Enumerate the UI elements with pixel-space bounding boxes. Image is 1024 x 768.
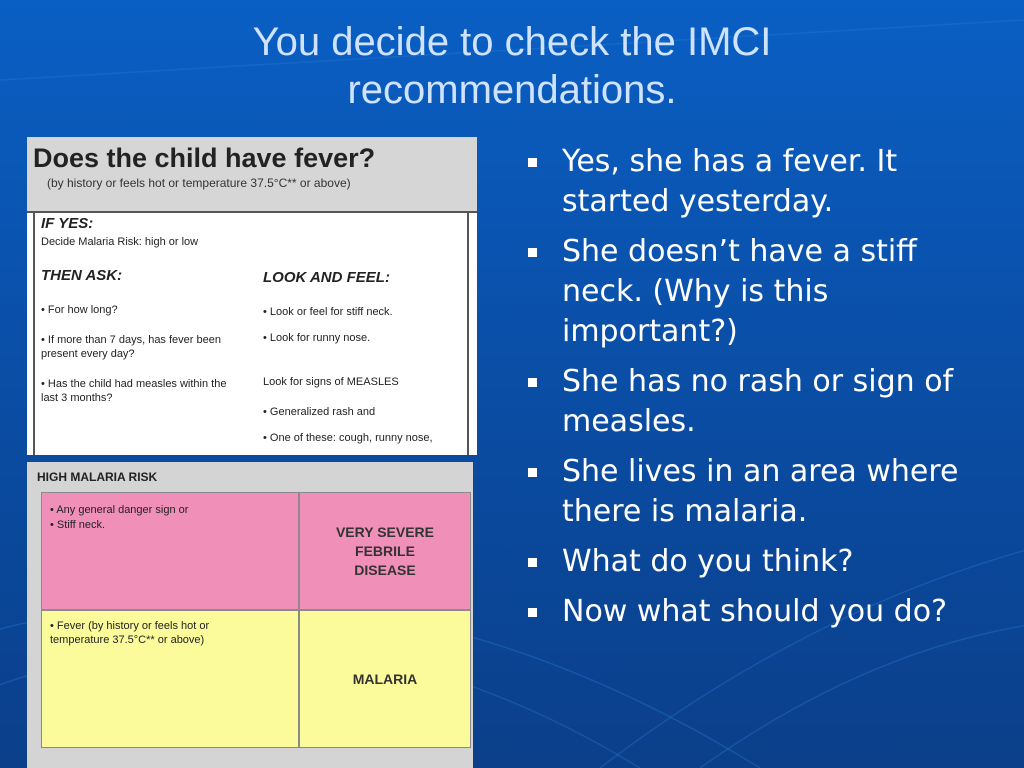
measles-heading: Look for signs of MEASLES [263, 376, 399, 388]
bullet-item: She has no rash or sign of measles. [520, 362, 980, 442]
bullet-list [520, 142, 980, 642]
danger-signs-cell: • Any general danger sign or • Stiff neck. [41, 492, 299, 610]
look-feel-label: LOOK AND FEEL: [263, 269, 390, 286]
bullet-square-icon [528, 248, 537, 257]
fever-signs-cell: • Fever (by history or feels hot or temperature 37.5°C** or above) [41, 610, 299, 748]
malaria-risk-table-image [27, 462, 473, 768]
bullet-square-icon [528, 468, 537, 477]
bullet-square-icon [528, 378, 537, 387]
measles-item: • Generalized rash and [263, 406, 376, 418]
title-line-1: You decide to check the IMCI [252, 20, 772, 64]
malaria-classification: MALARIA [299, 610, 471, 748]
bullet-item: What do you think? [520, 542, 980, 582]
bullet-square-icon [528, 158, 537, 167]
bullet-item: Now what should you do? [520, 592, 980, 632]
title-line-2: recommendations. [347, 68, 677, 112]
measles-item: • One of these: cough, runny nose, [263, 432, 433, 444]
assessment-box [33, 211, 469, 455]
if-yes-label: IF YES: [41, 215, 94, 232]
bullet-square-icon [528, 608, 537, 617]
ask-item: • If more than 7 days, has fever been present every day? [41, 334, 221, 360]
malaria-risk-header: HIGH MALARIA RISK [37, 470, 158, 484]
fever-question-header [27, 137, 477, 213]
bullet-item: Yes, she has a fever. It started yesterday. [520, 142, 980, 222]
decide-risk-text: Decide Malaria Risk: high or low [41, 236, 199, 248]
ask-item: • Has the child had measles within the last 3 months? [41, 378, 227, 404]
bullet-square-icon [528, 558, 537, 567]
fever-subtitle: (by history or feels hot or temperature 37.5°C** or above) [47, 176, 351, 190]
look-item: • Look for runny nose. [263, 332, 371, 344]
very-severe-febrile-disease-classification: VERY SEVERE FEBRILE DISEASE [299, 492, 471, 610]
ask-item: • For how long? [41, 304, 118, 316]
fever-question: Does the child have fever? [33, 143, 376, 173]
bullet-item: She doesn’t have a stiff neck. (Why is this important?) [520, 232, 980, 352]
slide-title [60, 18, 964, 114]
bullet-item: She lives in an area where there is malaria. [520, 452, 980, 532]
look-item: • Look or feel for stiff neck. [263, 306, 393, 318]
fever-assessment-image [27, 137, 477, 455]
then-ask-label: THEN ASK: [41, 267, 123, 284]
